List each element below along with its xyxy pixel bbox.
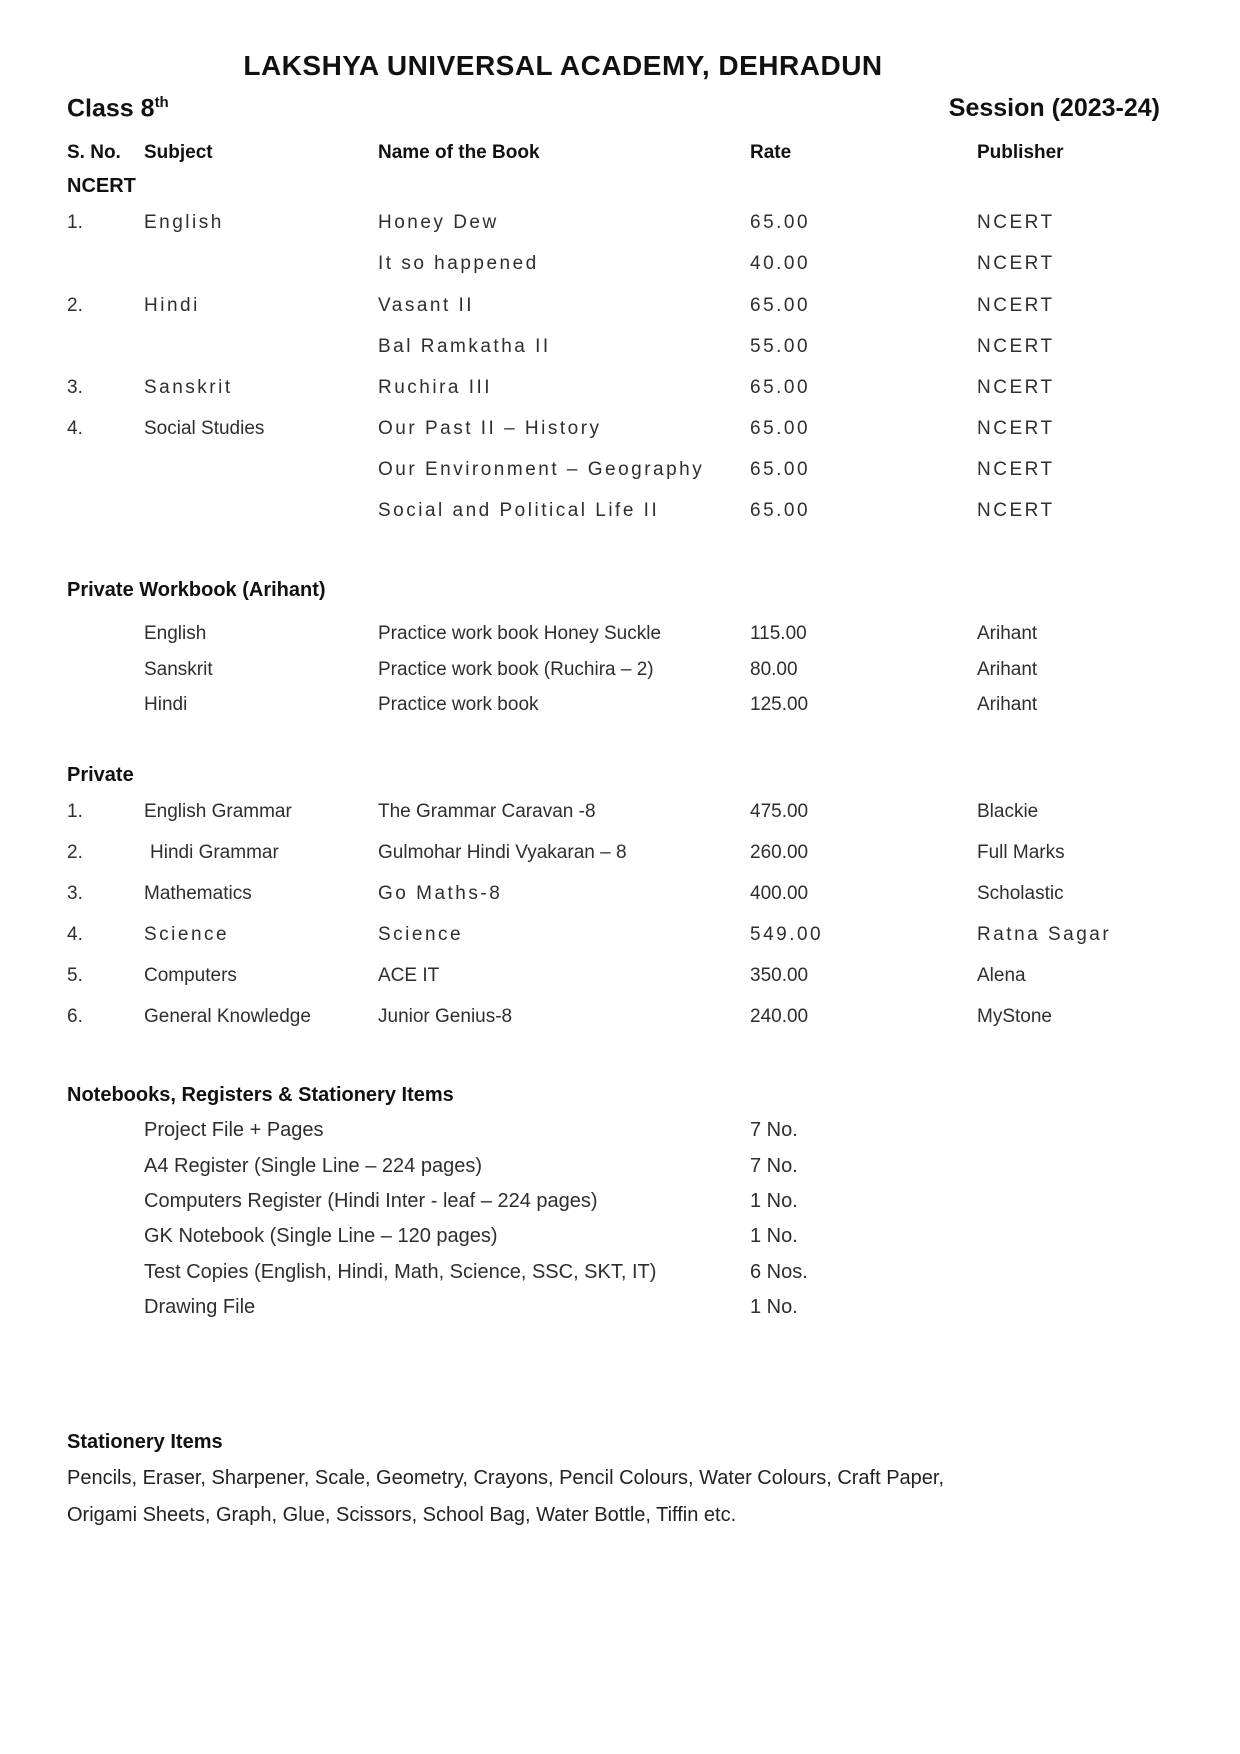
table-row [0, 459, 1240, 485]
cell-subject: Science [144, 924, 230, 945]
column-header-book: Name of the Book [378, 142, 540, 163]
cell-publisher: NCERT [977, 212, 1055, 233]
cell-publisher: NCERT [977, 377, 1055, 398]
cell-sno: 2. [67, 842, 83, 863]
table-row [0, 212, 1240, 238]
section-heading-notebooks: Notebooks, Registers & Stationery Items [67, 1084, 454, 1106]
cell-book: Junior Genius-8 [378, 1006, 513, 1027]
table-row [0, 253, 1240, 279]
cell-rate: 65.00 [750, 212, 811, 233]
cell-publisher: Arihant [977, 623, 1038, 644]
cell-subject: Hindi [144, 295, 200, 316]
cell-book: Ruchira III [378, 377, 493, 398]
page-title: LAKSHYA UNIVERSAL ACADEMY, DEHRADUN [243, 50, 883, 81]
cell-item: A4 Register (Single Line – 224 pages) [144, 1155, 482, 1177]
cell-sno: 6. [67, 1006, 83, 1027]
cell-sno: 5. [67, 965, 83, 986]
table-row [0, 418, 1240, 444]
cell-sno: 4. [67, 418, 83, 439]
cell-book: Practice work book (Ruchira – 2) [378, 659, 654, 680]
cell-book: It so happened [378, 253, 539, 274]
cell-rate: 65.00 [750, 377, 811, 398]
class-superscript: th [154, 94, 169, 111]
cell-subject: English Grammar [144, 801, 292, 822]
cell-subject: English [144, 623, 207, 644]
cell-item: GK Notebook (Single Line – 120 pages) [144, 1225, 498, 1247]
cell-publisher: Blackie [977, 801, 1039, 822]
cell-publisher: Arihant [977, 694, 1038, 715]
cell-rate: 549.00 [750, 924, 824, 945]
list-item [0, 1225, 1240, 1251]
cell-quantity: 6 Nos. [750, 1261, 808, 1283]
list-item [0, 1155, 1240, 1181]
cell-item: Project File + Pages [144, 1119, 324, 1141]
column-header-rate: Rate [750, 142, 792, 163]
table-row [0, 883, 1240, 909]
table-row [0, 842, 1240, 868]
class-label: Class 8th [67, 94, 169, 123]
cell-book: Social and Political Life II [378, 500, 660, 521]
cell-publisher: NCERT [977, 253, 1055, 274]
cell-publisher: Scholastic [977, 883, 1064, 904]
cell-rate: 400.00 [750, 883, 809, 904]
cell-item: Drawing File [144, 1296, 256, 1318]
cell-subject: Mathematics [144, 883, 252, 904]
cell-sno: 2. [67, 295, 83, 316]
cell-book: Practice work book [378, 694, 539, 715]
cell-book: Our Past II – History [378, 418, 602, 439]
list-item [0, 1261, 1240, 1287]
cell-subject: General Knowledge [144, 1006, 311, 1027]
cell-book: ACE IT [378, 965, 440, 986]
cell-publisher: NCERT [977, 295, 1055, 316]
cell-book: The Grammar Caravan -8 [378, 801, 596, 822]
cell-rate: 80.00 [750, 659, 798, 680]
table-row [0, 659, 1240, 685]
cell-publisher: NCERT [977, 336, 1055, 357]
cell-book: Honey Dew [378, 212, 499, 233]
cell-publisher: NCERT [977, 500, 1055, 521]
cell-rate: 240.00 [750, 1006, 809, 1027]
cell-rate: 260.00 [750, 842, 809, 863]
table-column-headers [0, 142, 1240, 168]
table-row [0, 801, 1240, 827]
cell-book: Gulmohar Hindi Vyakaran – 8 [378, 842, 627, 863]
cell-rate: 65.00 [750, 418, 811, 439]
cell-book: Vasant II [378, 295, 475, 316]
cell-subject: Sanskrit [144, 659, 213, 680]
column-header-publisher: Publisher [977, 142, 1064, 163]
cell-book: Our Environment – Geography [378, 459, 705, 480]
cell-rate: 65.00 [750, 459, 811, 480]
cell-quantity: 1 No. [750, 1225, 798, 1247]
list-item [0, 1296, 1240, 1322]
cell-rate: 115.00 [750, 623, 807, 644]
cell-quantity: 7 No. [750, 1119, 798, 1141]
table-row [0, 500, 1240, 526]
table-row [0, 377, 1240, 403]
column-header-subject: Subject [144, 142, 213, 163]
cell-book: Go Maths-8 [378, 883, 503, 904]
cell-sno: 1. [67, 212, 83, 233]
cell-book: Practice work book Honey Suckle [378, 623, 662, 644]
list-item [0, 1190, 1240, 1216]
cell-publisher: Full Marks [977, 842, 1065, 863]
cell-quantity: 1 No. [750, 1190, 798, 1212]
table-row [0, 924, 1240, 950]
cell-book: Bal Ramkatha II [378, 336, 551, 357]
cell-rate: 65.00 [750, 295, 811, 316]
table-row [0, 694, 1240, 720]
section-heading-private-workbook: Private Workbook (Arihant) [67, 579, 326, 601]
cell-rate: 125.00 [750, 694, 809, 715]
cell-subject: Computers [144, 965, 237, 986]
cell-subject: Hindi [144, 694, 188, 715]
cell-publisher: Alena [977, 965, 1026, 986]
stationery-paragraph: Pencils, Eraser, Sharpener, Scale, Geometry, Crayons, Pencil Colours, Water Colours, Craft Paper, Origami Sheets, Graph, Glue, Scissors, School Bag, Water Bottle, Tiffin etc. [67, 1467, 945, 1526]
cell-subject: English [144, 212, 224, 233]
table-row [0, 336, 1240, 362]
cell-sno: 1. [67, 801, 83, 822]
table-row [0, 623, 1240, 649]
cell-publisher: Arihant [977, 659, 1038, 680]
cell-subject: Hindi Grammar [150, 842, 279, 863]
section-heading-private: Private [67, 764, 134, 786]
cell-sno: 3. [67, 883, 83, 904]
cell-publisher: MyStone [977, 1006, 1052, 1027]
cell-sno: 3. [67, 377, 83, 398]
section-heading-stationery: Stationery Items [67, 1431, 223, 1453]
cell-publisher: NCERT [977, 418, 1055, 439]
cell-subject: Social Studies [144, 418, 265, 439]
cell-quantity: 1 No. [750, 1296, 798, 1318]
cell-rate: 40.00 [750, 253, 811, 274]
cell-publisher: Ratna Sagar [977, 924, 1112, 945]
cell-item: Computers Register (Hindi Inter - leaf – 224 pages) [144, 1190, 598, 1212]
table-row [0, 295, 1240, 321]
cell-rate: 475.00 [750, 801, 809, 822]
table-row [0, 1006, 1240, 1032]
cell-quantity: 7 No. [750, 1155, 798, 1177]
section-heading-ncert: NCERT [67, 175, 136, 197]
column-header-sno: S. No. [67, 142, 121, 163]
cell-rate: 65.00 [750, 500, 811, 521]
cell-publisher: NCERT [977, 459, 1055, 480]
cell-subject: Sanskrit [144, 377, 233, 398]
list-item [0, 1119, 1240, 1145]
cell-item: Test Copies (English, Hindi, Math, Science, SSC, SKT, IT) [144, 1261, 657, 1283]
table-row [0, 965, 1240, 991]
cell-rate: 55.00 [750, 336, 811, 357]
cell-rate: 350.00 [750, 965, 809, 986]
cell-sno: 4. [67, 924, 83, 945]
cell-book: Science [378, 924, 464, 945]
session-label: Session (2023-24) [948, 94, 1160, 122]
